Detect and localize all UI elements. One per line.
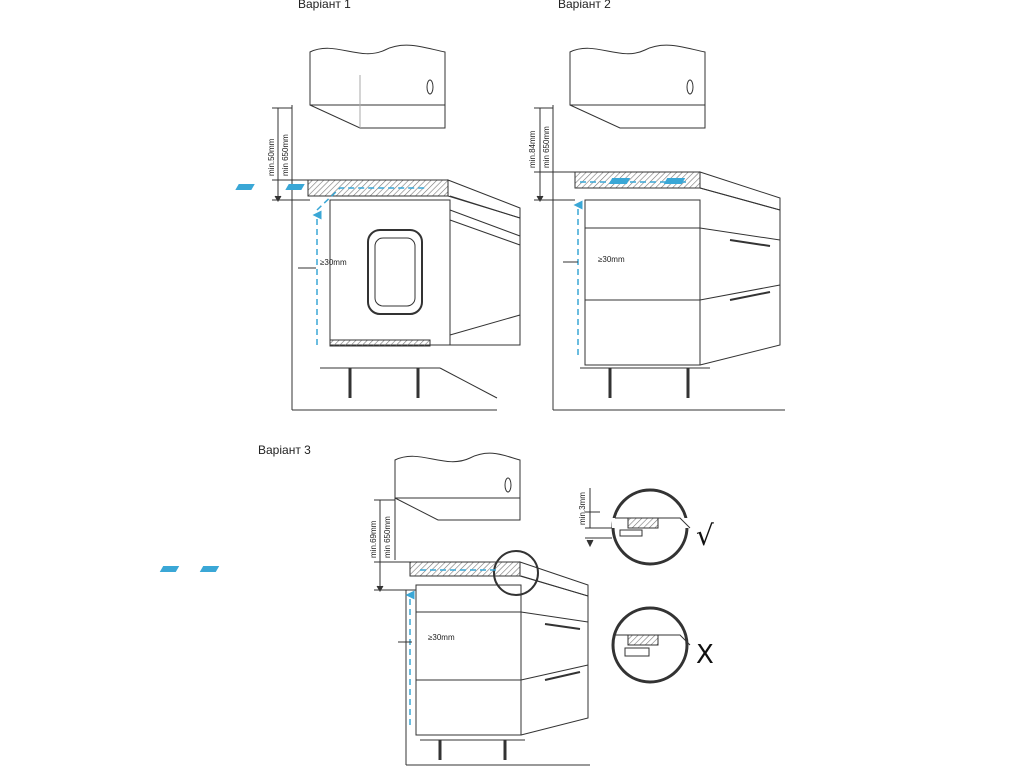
v2-top-gap: min.84mm — [528, 130, 537, 168]
variant-3-title: Варіант 3 — [258, 443, 311, 457]
variant-3-drawing — [160, 453, 590, 765]
wrong-mark: X — [696, 640, 714, 670]
v3-top-gap: min.69mm — [369, 520, 378, 558]
drawer-unit — [416, 576, 588, 735]
detail-correct — [585, 488, 692, 564]
v1-height: min 650mm — [281, 134, 290, 176]
drawer-unit — [585, 188, 780, 365]
variant-1-title: Варіант 1 — [298, 0, 351, 11]
detail-wrong — [613, 608, 690, 682]
detail-gap: min.3mm — [578, 492, 587, 525]
variant-2-title: Варіант 2 — [558, 0, 611, 11]
built-in-oven — [330, 196, 520, 346]
wall-cabinet — [310, 45, 445, 128]
v3-height: min 650mm — [383, 516, 392, 558]
variant-1-drawing — [235, 45, 520, 410]
dimension-lines — [374, 500, 420, 591]
v1-side-gap: ≥30mm — [320, 258, 347, 267]
v2-side-gap: ≥30mm — [598, 255, 625, 264]
correct-mark: √ — [696, 519, 714, 552]
wall-cabinet — [570, 45, 705, 128]
variant-2-drawing — [534, 45, 785, 410]
v2-height: min 650mm — [542, 126, 551, 168]
dimension-lines — [534, 108, 575, 201]
v1-top-gap: min.50mm — [267, 138, 276, 176]
v3-side-gap: ≥30mm — [428, 633, 455, 642]
wall-cabinet — [395, 453, 520, 520]
